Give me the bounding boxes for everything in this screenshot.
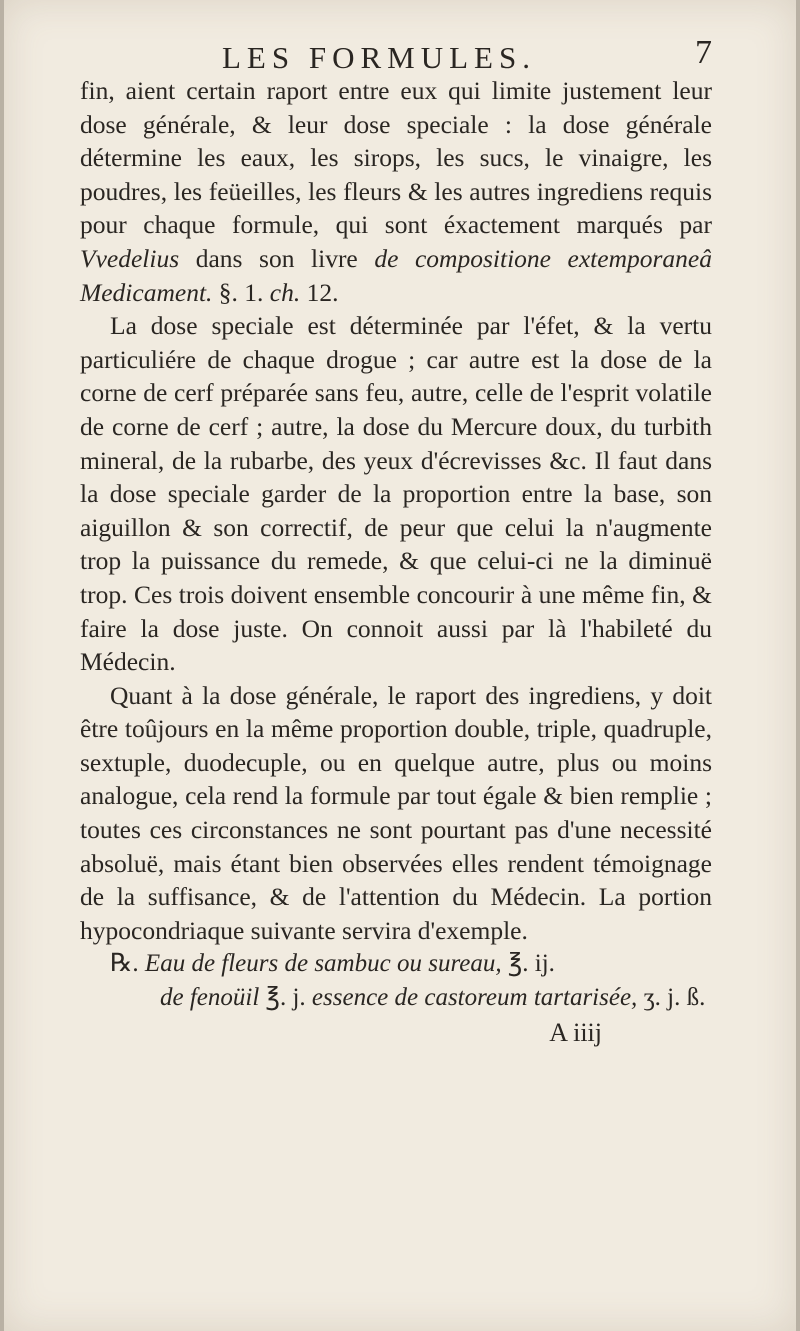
chapter-abbrev: ch. xyxy=(269,277,301,307)
prescription-ingredient-3: essence de castoreum tartarisée, xyxy=(311,984,638,1012)
paragraph-3: Quant à la dose générale, le raport des ingrediens, y doit être toûjours en la même proportion double, triple, quadruple, sextuple, duodecuple, ou en quelque autre, plus ou moins analogue, cela rend la formule par tout égale & bien remplie ; toutes ces circonstances ne sont pourtant pas d'une necessité absoluë, mais étant bien observées elles rendent témoignage de la suffisance, & de l'attention du Médecin. La portion hypocondriaque suivante servira d'exemple. xyxy=(80,680,712,945)
page-number: 7 xyxy=(695,34,712,71)
paragraph-2: La dose speciale est déterminée par l'éfet, & la vertu particuliére de chaque drogue ; car autre est la dose de la corne de cerf préparée sans feu, autre, celle de l'esprit volatile de corne de cerf ; autre, la dose du Mercure doux, du turbith mineral, de la rubarbe, des yeux d'écrevisses &c. Il faut dans la dose speciale garder de la proportion entre la base, son aiguillon & son correctif, de peur que celui la n'augmente trop la puissance du remede, & que celui-ci ne la diminuë trop. Ces trois doivent ensemble concourir à une même fin, & faire la dose juste. On connoit aussi par là l'habileté du Médecin. xyxy=(80,311,712,677)
book-page xyxy=(4,0,796,1331)
signature-mark: A iiij xyxy=(549,1017,602,1047)
paragraph-1-text-b: dans son livre xyxy=(179,243,375,273)
prescription-quantity-2: ℥. j. xyxy=(265,984,306,1012)
page-header xyxy=(80,30,712,74)
author-name: Vvedelius xyxy=(80,243,180,273)
prescription-ingredient-2: de fenoüil xyxy=(160,984,260,1012)
body-text xyxy=(80,74,712,947)
prescription-line-1 xyxy=(110,947,712,981)
running-title: LES FORMULES. xyxy=(222,40,536,75)
recipe-symbol: ℞. xyxy=(110,950,139,978)
prescription xyxy=(80,947,712,1014)
paragraph-1 xyxy=(80,74,712,309)
page-content xyxy=(80,30,712,1051)
prescription-quantity-1: ℥. ij. xyxy=(507,950,555,978)
prescription-line-2 xyxy=(110,981,712,1015)
paragraph-1-text-c: §. 1. xyxy=(212,277,270,307)
book-title: de compositione extemporaneâ Medicament. xyxy=(80,243,712,307)
paragraph-1-text-a: fin, aient certain raport entre eux qui limite justement leur dose générale, & leur dose speciale : la dose générale détermine les eaux, les sirops, les sucs, le vinaigre, les poudres, les feüeilles, les fleurs & les autres ingrediens requis pour chaque formule, qui sont éxactement marqués par xyxy=(80,76,712,240)
prescription-quantity-3: ʒ. j. ß. xyxy=(643,984,706,1012)
paragraph-1-text-d: 12. xyxy=(300,277,339,307)
prescription-ingredient-1: Eau de fleurs de sambuc ou sureau, xyxy=(144,950,502,978)
